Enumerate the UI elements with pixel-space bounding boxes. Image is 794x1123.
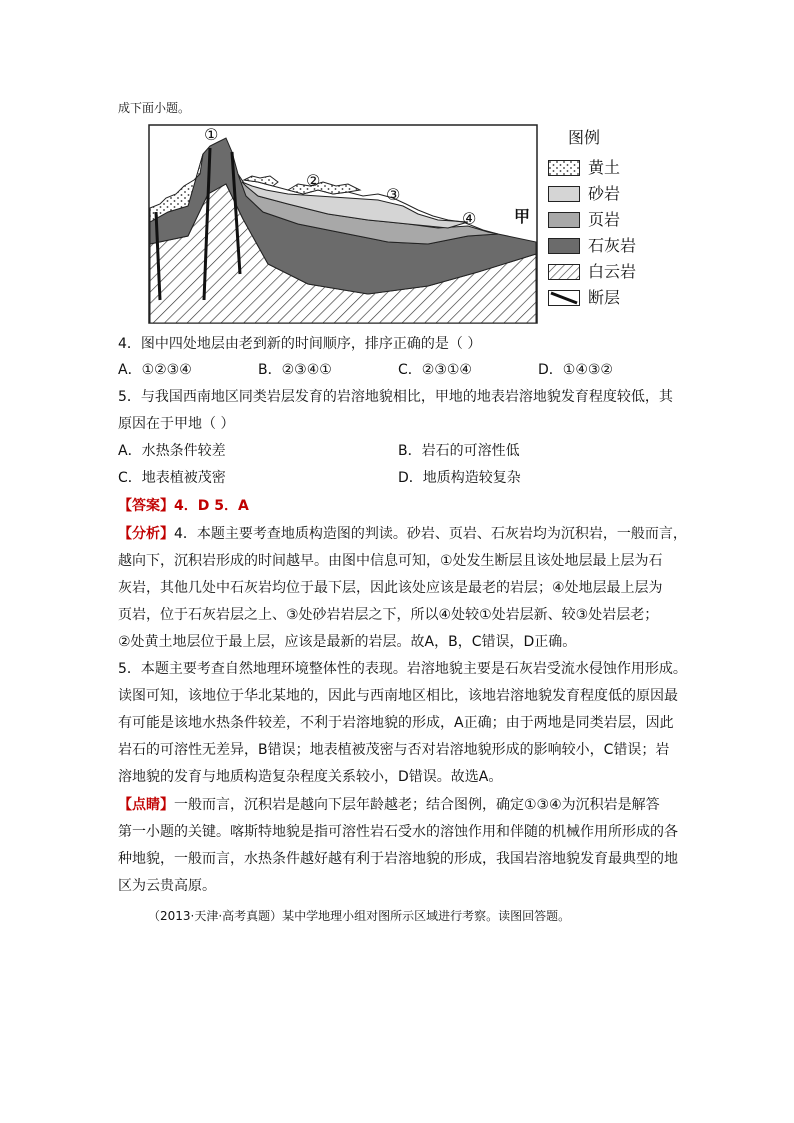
q5-option-b: B．岩石的可溶性低 [398,443,520,459]
legend-item-dolomite [548,262,668,284]
legend-item-fault [548,288,668,310]
tip-line-2: 第一小题的关键。喀斯特地貌是指可溶性岩石受水的溶蚀作用和伴随的机械作用所形成的各 [118,824,678,840]
legend-item-shale [548,210,668,232]
label-2: ② [306,171,321,190]
legend-item-sandstone [548,184,668,206]
answer-text: 4．D 5．A [174,498,249,514]
analysis-line-8: 有可能是该地水热条件较差，不利于岩溶地貌的形成，A正确；由于两地是同类岩层，因此 [118,715,674,731]
q5-stem-line1: 5．与我国西南地区同类岩层发育的岩溶地貌相比，甲地的地表岩溶地貌发育程度较低，其 [118,389,673,405]
analysis-text-1: 4．本题主要考查地质构造图的判读。砂岩、页岩、石灰岩均为沉积岩，一般而言， [174,526,687,542]
q4-option-c: C．②③①④ [398,362,472,378]
legend-title: 图例 [568,128,601,147]
loess-swatch-icon [548,160,580,176]
q4-stem: 4．图中四处地层由老到新的时间顺序，排序正确的是（ ） [118,336,482,352]
tip-line-4: 区为云贵高原。 [118,878,216,894]
shale-swatch-icon [548,212,580,228]
q4-option-d: D．①④③② [538,362,613,378]
tip-label: 【点睛】 [118,797,174,813]
label-jia: 甲 [514,207,531,226]
legend-label-loess: 黄土 [588,158,621,177]
analysis-line-3: 灰岩，其他几处中石灰岩均位于最下层，因此该处应该是最老的岩层；④处地层最上层为 [118,580,663,596]
legend-label-shale: 页岩 [588,210,621,229]
legend-label-fault: 断层 [588,288,621,307]
analysis-line-1 [118,524,687,544]
legend-item-limestone [548,236,668,258]
label-3: ③ [386,185,401,204]
analysis-line-4: 页岩，位于石灰岩层之上、③处砂岩岩层之下，所以④处较①处岩层新、较③处岩层老； [118,607,659,623]
analysis-line-7: 读图可知，该地位于华北某地的，因此与西南地区相比，该地岩溶地貌发育程度低的原因最 [118,688,678,704]
q5-option-c: C．地表植被茂密 [118,470,226,486]
legend-label-dolomite: 白云岩 [588,262,637,281]
q5-option-a: A．水热条件较差 [118,443,226,459]
legend-item-loess [548,158,668,180]
figure-legend [548,124,668,324]
q5-stem-line2: 原因在于甲地（ ） [118,416,235,432]
fault-swatch-icon [548,290,580,306]
dolomite-swatch-icon [548,264,580,280]
q5-option-d: D．地质构造较复杂 [398,470,521,486]
next-question-intro: （2013·天津·高考真题）某中学地理小组对图所示区域进行考察。读图回答题。 [148,909,571,923]
answer-label: 【答案】 [118,498,174,514]
sandstone-swatch-icon [548,186,580,202]
analysis-line-6: 5．本题主要考查自然地理环境整体性的表现。岩溶地貌主要是石灰岩受流水侵蚀作用形成。 [118,661,687,677]
analysis-line-10: 溶地貌的发育与地质构造复杂程度关系较小，D错误。故选A。 [118,769,503,785]
q4-option-b: B．②③④① [258,362,332,378]
tip-text-1: 一般而言，沉积岩是越向下层年龄越老；结合图例，确定①③④为沉积岩是解答 [174,797,660,813]
intro-line: 成下面小题。 [118,101,191,115]
analysis-line-5: ②处黄土地层位于最上层，应该是最新的岩层。故A，B，C错误，D正确。 [118,634,577,650]
label-1: ① [204,125,219,144]
q4-option-a: A．①②③④ [118,362,192,378]
analysis-line-2: 越向下，沉积岩形成的时间越早。由图中信息可知，①处发生断层且该处地层最上层为石 [118,553,663,569]
tip-line-3: 种地貌，一般而言，水热条件越好越有利于岩溶地貌的形成，我国岩溶地貌发育最典型的地 [118,851,678,867]
analysis-line-9: 岩石的可溶性无差异，B错误；地表植被茂密与否对岩溶地貌形成的影响较小，C错误；岩 [118,742,670,758]
tip-line-1 [118,795,660,815]
limestone-swatch-icon [548,238,580,254]
geologic-cross-section [148,124,538,324]
analysis-label: 【分析】 [118,526,174,542]
legend-label-limestone: 石灰岩 [588,236,637,255]
legend-label-sandstone: 砂岩 [588,184,621,203]
answer-line [118,496,249,516]
label-4: ④ [462,209,477,228]
